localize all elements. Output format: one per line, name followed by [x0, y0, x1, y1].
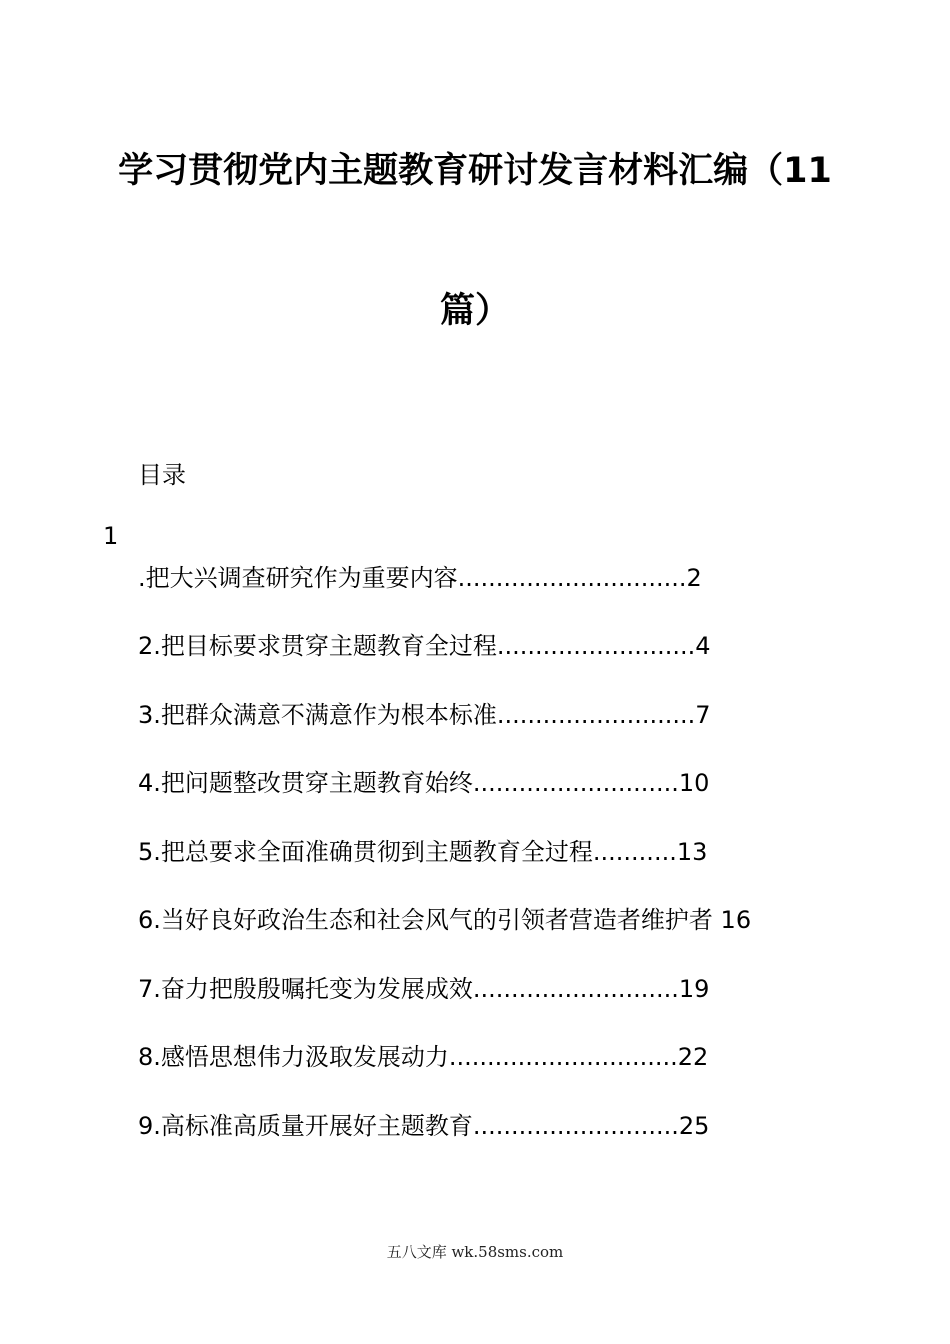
- toc-entry-text: 8.感悟思想伟力汲取发展动力: [138, 1043, 449, 1071]
- toc-entry-leader: ..............................: [448, 1043, 678, 1071]
- toc-entry-text: 7.奋力把殷殷嘱托变为发展成效: [138, 975, 473, 1003]
- toc-entry[interactable]: [138, 1106, 788, 1141]
- toc-entry[interactable]: [138, 900, 788, 935]
- toc-entry-text: 2.把目标要求贯穿主题教育全过程: [138, 632, 497, 660]
- toc-entry[interactable]: [138, 626, 788, 661]
- document-title-line-1: 学习贯彻党内主题教育研讨发言材料汇编（11: [118, 151, 832, 191]
- toc-entry[interactable]: [138, 763, 788, 798]
- toc-entry[interactable]: [138, 969, 788, 1004]
- toc-entry-text: 3.把群众满意不满意作为根本标准: [138, 701, 497, 729]
- toc-entry-leader: ...........................: [472, 975, 679, 1003]
- toc-entry-text: 9.高标准高质量开展好主题教育: [138, 1112, 473, 1140]
- toc-entry-text: .把大兴调查研究作为重要内容: [138, 564, 458, 592]
- toc-entry-text: 4.把问题整改贯穿主题教育始终: [138, 769, 473, 797]
- toc-entry-page: 2: [686, 564, 702, 592]
- toc-entry[interactable]: [138, 832, 788, 867]
- toc-entry-leader: [713, 906, 721, 934]
- footer-watermark-text: 五八文库 wk.58sms.com: [386, 1243, 564, 1261]
- toc-entry-page: 10: [678, 769, 710, 797]
- toc-entry-page: 13: [676, 838, 708, 866]
- toc-entry[interactable]: [138, 558, 788, 593]
- toc-entry-page: 25: [678, 1112, 710, 1140]
- toc-entry-number-overflow: 1: [103, 522, 119, 550]
- toc-entry-text: 6.当好良好政治生态和社会风气的引领者营造者维护者: [138, 906, 713, 934]
- toc-heading: 目录: [138, 461, 186, 489]
- toc-entry-page: 7: [695, 701, 711, 729]
- toc-entry[interactable]: [138, 695, 788, 730]
- document-title-line-2: 篇）: [439, 291, 510, 331]
- toc-entry-leader: ..........................: [496, 701, 696, 729]
- toc-entry-leader: ...........: [592, 838, 677, 866]
- toc-entry[interactable]: [138, 1037, 788, 1072]
- toc-entry-leader: ...........................: [472, 769, 679, 797]
- toc-entry-page: 16: [720, 906, 752, 934]
- toc-entry-leader: ...........................: [472, 1112, 679, 1140]
- toc-entry-leader: ..............................: [457, 564, 687, 592]
- toc-entry-page: 22: [677, 1043, 709, 1071]
- toc-entry-page: 19: [678, 975, 710, 1003]
- toc-entry-leader: ..........................: [496, 632, 696, 660]
- toc-entry-page: 4: [695, 632, 711, 660]
- toc-entry-text: 5.把总要求全面准确贯彻到主题教育全过程: [138, 838, 593, 866]
